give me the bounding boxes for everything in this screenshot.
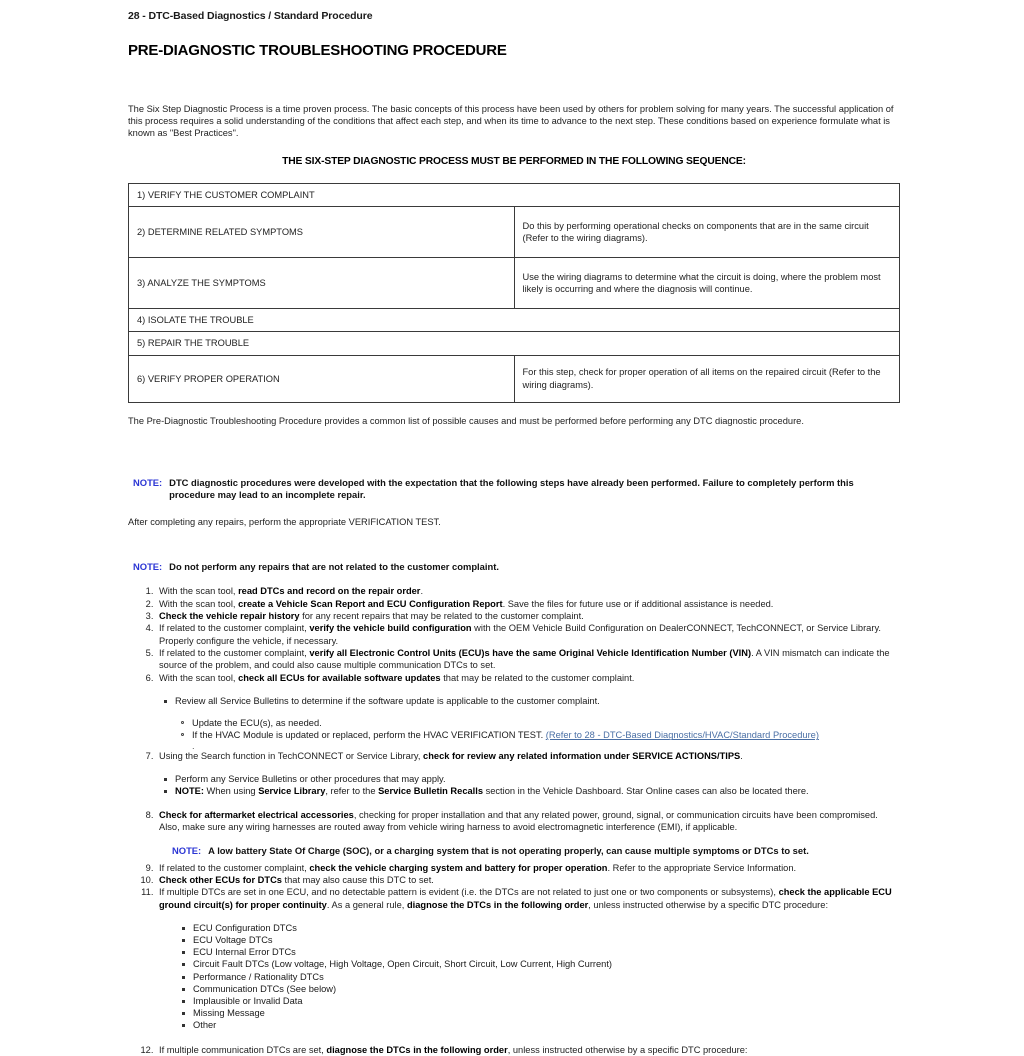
- sub-bullet-text: If the HVAC Module is updated or replaced, perform the HVAC VERIFICATION TEST.: [192, 730, 546, 741]
- hvac-standard-procedure-link[interactable]: (Refer to 28 - DTC-Based Diagnostics/HVAC/Standard Procedure): [545, 730, 819, 741]
- sub-text-e: section in the Vehicle Dashboard. Star Online cases can also be located there.: [483, 786, 809, 797]
- step-label: 6) VERIFY PROPER OPERATION: [129, 355, 515, 402]
- trailing-period: .: [192, 740, 195, 751]
- note-label: NOTE:: [133, 477, 163, 489]
- step-text-a: If related to the customer complaint,: [159, 862, 310, 873]
- step-text-c: . Refer to the appropriate Service Information.: [607, 862, 797, 873]
- list-item: [164, 785, 900, 797]
- step-description: Do this by performing operational checks on components that are in the same circuit (Refer to the wiring diagrams).: [514, 207, 900, 258]
- list-item: [156, 862, 900, 874]
- step-label: 3) ANALYZE THE SYMPTOMS: [129, 258, 515, 309]
- list-item: Circuit Fault DTCs (Low voltage, High Voltage, Open Circuit, Short Circuit, Low Current, High Current): [182, 958, 900, 970]
- step-text-e: , unless instructed otherwise by a specific DTC procedure:: [588, 899, 829, 910]
- step-text-c: for any recent repairs that may be related to the customer complaint.: [299, 611, 584, 622]
- sub-text-a: When using: [203, 786, 259, 797]
- list-item: [156, 598, 900, 610]
- step-description: Use the wiring diagrams to determine what the circuit is doing, where the problem most likely is occurring and where the diagnosis will continue.: [514, 258, 900, 309]
- sub-text-bold: Service Library: [258, 786, 326, 797]
- list-item: [156, 809, 900, 834]
- step-text-a: If multiple DTCs are set in one ECU, and no detectable pattern is evident (i.e. the DTCs are not related to just one or two components or subsystems),: [159, 887, 779, 898]
- page-content: [128, 0, 900, 1056]
- step-text-c: .: [420, 586, 424, 597]
- list-item: Perform any Service Bulletins or other procedures that may apply.: [164, 773, 900, 785]
- note-block-1: [133, 477, 900, 502]
- note-text: DTC diagnostic procedures were developed with the expectation that the following steps have already been performed. Failure to completely perform this procedure may lead to an incomplete repair.: [169, 477, 854, 501]
- list-item: ECU Voltage DTCs: [182, 934, 900, 946]
- step-text-c: that may also cause this DTC to set.: [281, 874, 434, 885]
- table-row: [129, 332, 900, 355]
- list-item: [156, 886, 900, 911]
- note-text: Do not perform any repairs that are not related to the customer complaint.: [169, 561, 499, 573]
- step-text-c: , unless instructed otherwise by a specific DTC procedure:: [507, 1044, 748, 1055]
- step-text-bold: Check the vehicle repair history: [159, 611, 300, 622]
- list-item: [156, 874, 900, 886]
- step-text-c: , checking for proper installation and that any related power, ground, signal, or communication circuits have been compromised. Also, make sure any wiring harnesses are routed away from vehicle wiring harness to avoid electromagnetic interference (EMI), if applicable.: [159, 809, 878, 832]
- list-item: ECU Configuration DTCs: [182, 922, 900, 934]
- note-label: NOTE:: [175, 786, 204, 797]
- step-text-bold: check the vehicle charging system and battery for proper operation: [309, 862, 608, 873]
- step6-sub-bullets: [128, 695, 900, 707]
- procedure-steps-8: [128, 809, 900, 834]
- step-text-bold: check for review any related information under SERVICE ACTIONS/TIPS: [423, 750, 741, 761]
- page-title: PRE-DIAGNOSTIC TROUBLESHOOTING PROCEDURE: [128, 42, 507, 59]
- step-text-bold: verify the vehicle build configuration: [309, 623, 472, 634]
- note-label: NOTE:: [172, 845, 202, 857]
- step-text-bold: read DTCs and record on the repair order: [238, 586, 421, 597]
- step-label: 4) ISOLATE THE TROUBLE: [129, 309, 900, 332]
- list-item: ECU Internal Error DTCs: [182, 946, 900, 958]
- step-text-c: with the OEM Vehicle Build Configuration on DealerCONNECT, TechCONNECT, or Service Library. Properly configure the vehicle, if necessary.: [159, 623, 881, 646]
- step-text-bold: Check for aftermarket electrical accessories: [159, 809, 354, 820]
- step-text-bold: check the applicable ECU ground circuit(s) for proper continuity: [159, 887, 892, 910]
- step-text-c: . Save the files for future use or if additional assistance is needed.: [502, 598, 774, 609]
- dtc-diagnosis-order-list: [128, 922, 900, 1032]
- list-item: [156, 647, 900, 672]
- procedure-steps-1-6: [128, 585, 900, 683]
- table-row: [129, 207, 900, 258]
- table-row: [129, 309, 900, 332]
- sub-text-c: , refer to the: [325, 786, 379, 797]
- list-item: [181, 729, 900, 741]
- step-text-bold: Check other ECUs for DTCs: [159, 874, 282, 885]
- table-row: [129, 355, 900, 402]
- step-label: 5) REPAIR THE TROUBLE: [129, 332, 900, 355]
- step-text-a: If related to the customer complaint,: [159, 647, 310, 658]
- after-table-paragraph: The Pre-Diagnostic Troubleshooting Procedure provides a common list of possible causes and must be performed before performing any DTC diagnostic procedure.: [128, 415, 804, 426]
- note-block-3: [172, 845, 900, 857]
- list-item: Implausible or Invalid Data: [182, 995, 900, 1007]
- step-text-bold: check all ECUs for available software updates: [238, 672, 441, 683]
- step6-sub-sub-bullets: [128, 717, 900, 742]
- step-text-a: With the scan tool,: [159, 598, 239, 609]
- step-text-a: With the scan tool,: [159, 586, 239, 597]
- step-text-c: .: [740, 750, 743, 761]
- step-text-c: that may be related to the customer complaint.: [440, 672, 635, 683]
- list-item: Performance / Rationality DTCs: [182, 971, 900, 983]
- after-note-paragraph: After completing any repairs, perform the appropriate VERIFICATION TEST.: [128, 516, 441, 527]
- list-item: [156, 672, 900, 684]
- six-step-table: [128, 183, 900, 403]
- step7-sub-bullets: [128, 773, 900, 798]
- list-item: [156, 610, 900, 622]
- list-item: [156, 1044, 900, 1056]
- table-row: [129, 183, 900, 206]
- list-item: Communication DTCs (See below): [182, 983, 900, 995]
- step-text-a: If multiple communication DTCs are set,: [159, 1044, 327, 1055]
- note-label: NOTE:: [133, 561, 163, 573]
- step-text-bold: diagnose the DTCs in the following order: [326, 1044, 508, 1055]
- list-item: Update the ECU(s), as needed.: [181, 717, 900, 729]
- list-item: [156, 750, 900, 762]
- step-text-bold: create a Vehicle Scan Report and ECU Configuration Report: [238, 598, 503, 609]
- step-text-a: With the scan tool,: [159, 672, 239, 683]
- step-text-bold: verify all Electronic Control Units (ECU)s have the same Original Vehicle Identification Number (VIN): [309, 647, 752, 658]
- sequence-heading: THE SIX-STEP DIAGNOSTIC PROCESS MUST BE PERFORMED IN THE FOLLOWING SEQUENCE:: [282, 155, 746, 167]
- step-text-bold2: diagnose the DTCs in the following order: [406, 899, 589, 910]
- note-block-2: [133, 561, 900, 573]
- breadcrumb: 28 - DTC-Based Diagnostics / Standard Procedure: [128, 10, 373, 22]
- step-text-a: If related to the customer complaint,: [159, 623, 310, 634]
- procedure-steps-12: [128, 1044, 900, 1056]
- table-row: [129, 258, 900, 309]
- list-item: Other: [182, 1019, 900, 1031]
- step-description: For this step, check for proper operation of all items on the repaired circuit (Refer to the wiring diagrams).: [514, 355, 900, 402]
- step-label: 2) DETERMINE RELATED SYMPTOMS: [129, 207, 515, 258]
- list-item: [156, 585, 900, 597]
- list-item: [156, 622, 900, 647]
- note-text: A low battery State Of Charge (SOC), or a charging system that is not operating properly, can cause multiple symptoms or DTCs to set.: [208, 845, 809, 857]
- list-item: Missing Message: [182, 1007, 900, 1019]
- sub-text-bold2: Service Bulletin Recalls: [378, 786, 483, 797]
- procedure-steps-7: [128, 750, 900, 762]
- step-text-c: . A VIN mismatch can indicate the source of the problem, and could also cause multiple communication DTCs to set.: [159, 647, 890, 671]
- intro-paragraph: The Six Step Diagnostic Process is a time proven process. The basic concepts of this process have been used by others for problem solving for many years. The successful application of this process requires a solid understanding of the conditions that affect each step, and when its time to advance to the next step. These conditions based on experience formulate what is known as "Best Practices".: [128, 104, 894, 139]
- list-item: Review all Service Bulletins to determine if the software update is applicable to the customer complaint.: [164, 695, 900, 707]
- step-label: 1) VERIFY THE CUSTOMER COMPLAINT: [129, 183, 900, 206]
- procedure-steps-9-11: [128, 862, 900, 911]
- step-text-a: Using the Search function in TechCONNECT or Service Library,: [159, 750, 424, 761]
- step-text-c: . As a general rule,: [326, 899, 407, 910]
